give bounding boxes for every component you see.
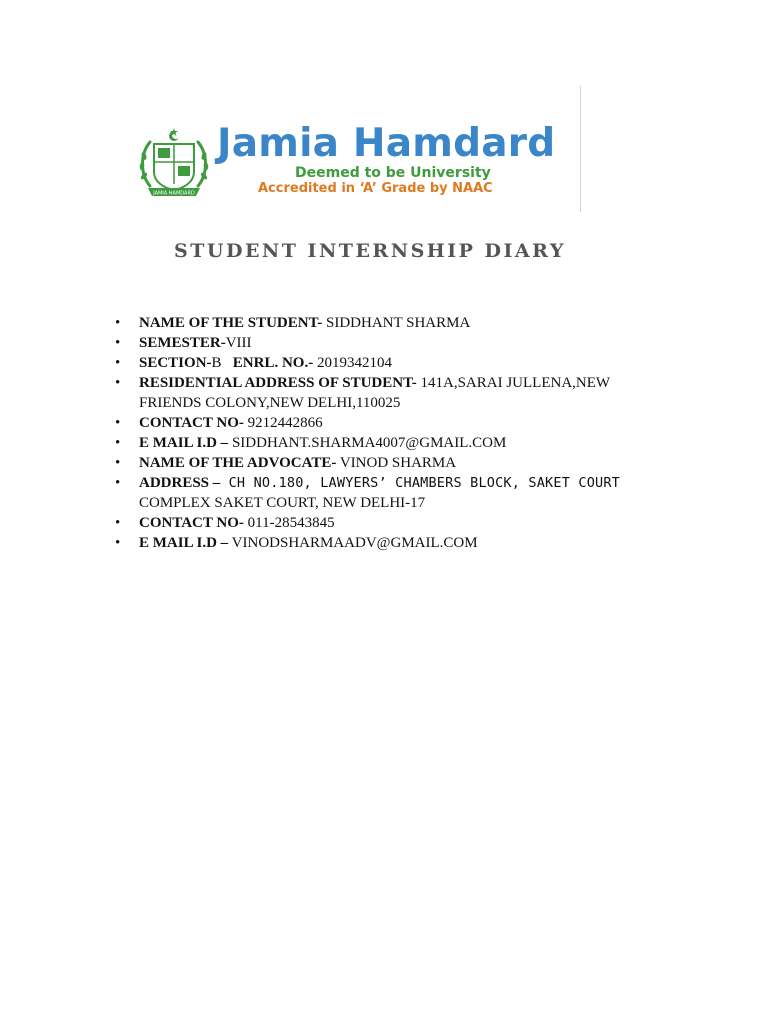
list-item-advocate-name bbox=[115, 453, 675, 473]
university-seal-icon bbox=[136, 126, 212, 202]
field-label: E MAIL I.D – bbox=[139, 435, 229, 451]
list-item-advocate-address bbox=[115, 473, 675, 513]
field-value: CH NO.180, LAWYERS’ CHAMBERS BLOCK, SAKET COURT bbox=[220, 475, 621, 491]
field-value: 9212442866 bbox=[243, 415, 323, 431]
document-title: STUDENT INTERNSHIP DIARY bbox=[174, 240, 566, 262]
university-logo bbox=[130, 118, 556, 204]
list-item-advocate-contact bbox=[115, 513, 675, 533]
enrollment-label: ENRL. NO.- bbox=[232, 355, 314, 371]
field-value: VIII bbox=[225, 335, 252, 351]
list-item-semester bbox=[115, 333, 675, 353]
margin-divider bbox=[580, 86, 581, 212]
field-value: SIDDHANT SHARMA bbox=[322, 315, 471, 331]
field-label: ADDRESS – bbox=[139, 475, 221, 491]
list-item-student-email bbox=[115, 433, 675, 453]
field-label: RESIDENTIAL ADDRESS OF STUDENT- bbox=[139, 375, 417, 391]
brand-accreditation: Accredited in ‘A’ Grade by NAAC bbox=[258, 181, 493, 196]
field-label: CONTACT NO- bbox=[139, 415, 244, 431]
field-label: NAME OF THE ADVOCATE- bbox=[139, 455, 337, 471]
field-label: E MAIL I.D – bbox=[139, 535, 229, 551]
list-item-advocate-email bbox=[115, 533, 675, 553]
list-item-student-name bbox=[115, 313, 675, 333]
enrollment-value: 2019342104 bbox=[313, 355, 392, 371]
brand-subtitle: Deemed to be University bbox=[295, 165, 491, 181]
field-label: CONTACT NO- bbox=[139, 515, 244, 531]
field-value: 141A,SARAI JULLENA,NEW FRIENDS COLONY,NEW DELHI,110025 bbox=[139, 375, 610, 411]
field-value-continued: COMPLEX SAKET COURT, NEW DELHI-17 bbox=[139, 495, 426, 511]
list-item-section bbox=[115, 353, 675, 373]
field-value: B bbox=[211, 355, 222, 371]
field-label: SEMESTER- bbox=[139, 335, 226, 351]
field-value: VINODSHARMAADV@GMAIL.COM bbox=[228, 535, 478, 551]
brand-name: Jamia Hamdard bbox=[217, 121, 556, 166]
field-value: SIDDHANT.SHARMA4007@GMAIL.COM bbox=[228, 435, 507, 451]
field-label: NAME OF THE STUDENT- bbox=[139, 315, 323, 331]
list-item-residential-address bbox=[115, 373, 675, 413]
details-list bbox=[115, 313, 675, 553]
field-value: VINOD SHARMA bbox=[336, 455, 457, 471]
seal-text: JAMIA HAMDARD bbox=[153, 190, 195, 197]
field-label: SECTION- bbox=[139, 355, 212, 371]
list-item-student-contact bbox=[115, 413, 675, 433]
field-value: 011-28543845 bbox=[243, 515, 335, 531]
